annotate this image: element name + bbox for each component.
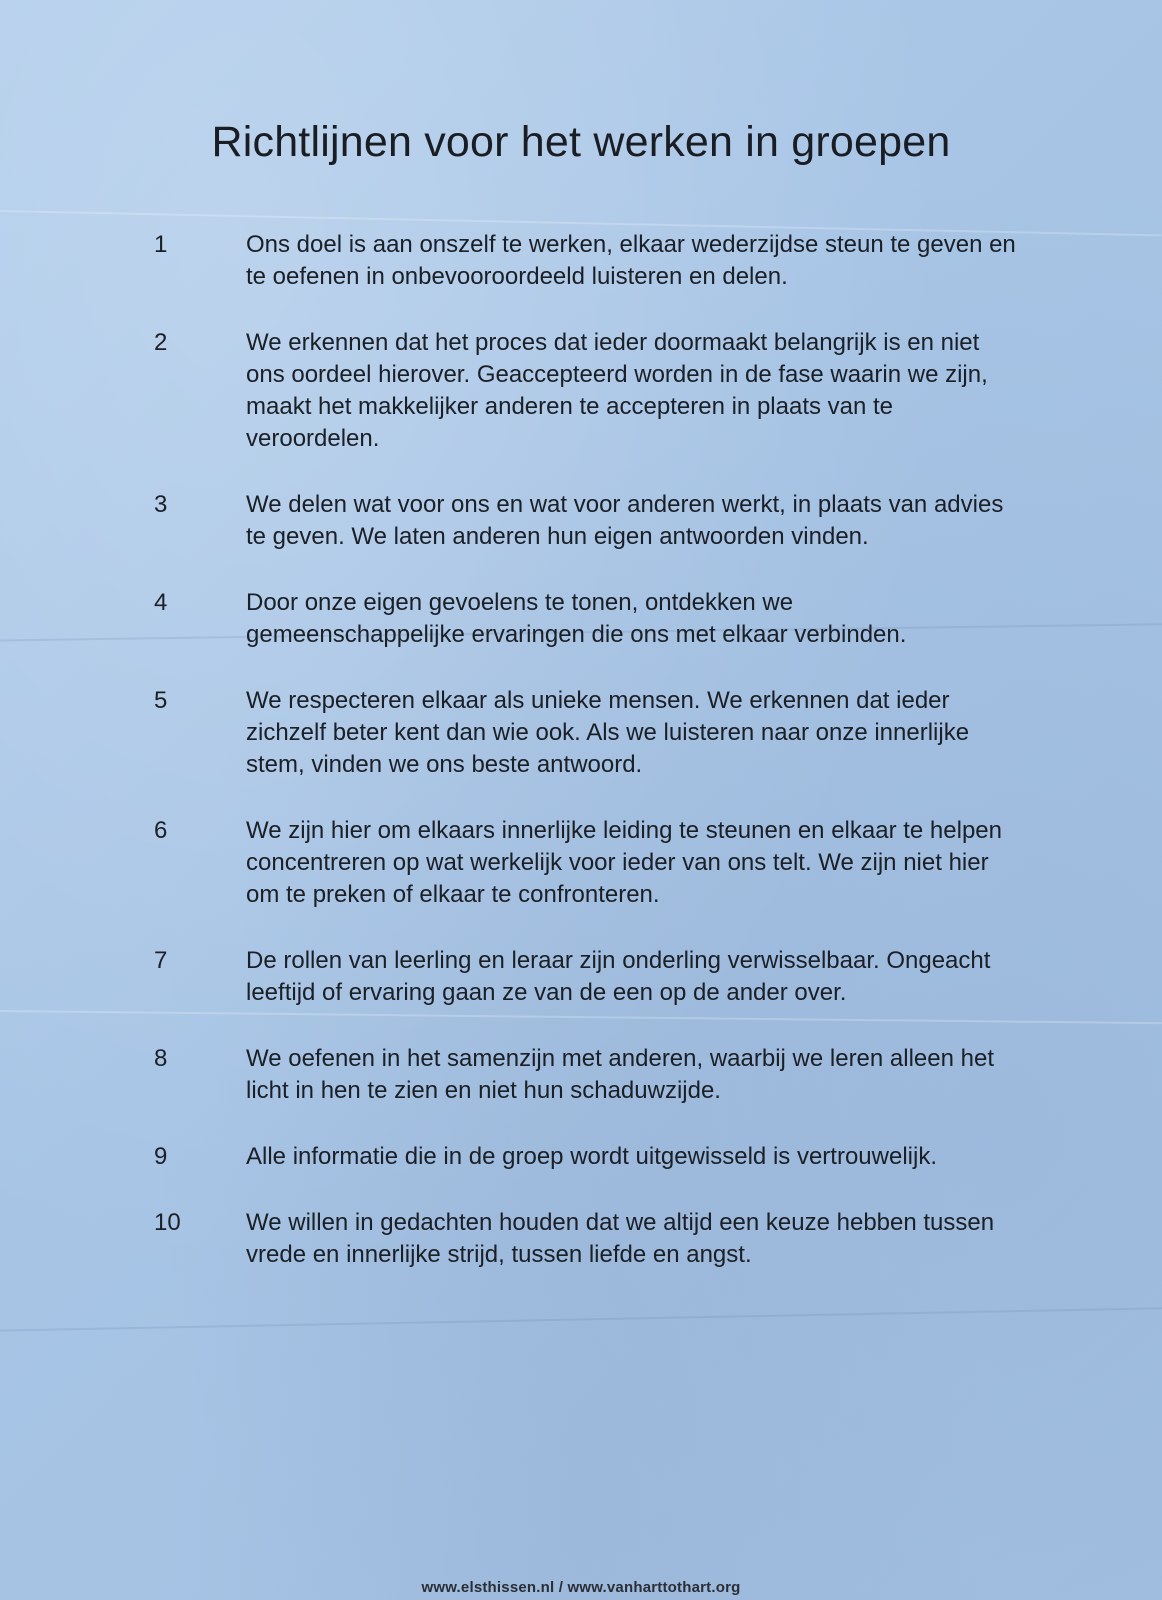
guideline-text: We willen in gedachten houden dat we altijd een keuze hebben tussen vrede en innerlijke strijd, tussen liefde en angst. (246, 1209, 995, 1268)
guideline-text: De rollen van leerling en leraar zijn onderling verwisselbaar. Ongeacht leeftijd of ervaring gaan ze van de een op de ander over. (246, 947, 991, 1006)
guideline-item (150, 587, 1030, 651)
guideline-item (150, 327, 1030, 455)
guideline-item (150, 1141, 1030, 1173)
guideline-text: We delen wat voor ons en wat voor anderen werkt, in plaats van advies te geven. We laten anderen hun eigen antwoorden vinden. (246, 491, 1004, 550)
guideline-text: We zijn hier om elkaars innerlijke leiding te steunen en elkaar te helpen concentreren op wat werkelijk voor ieder van ons telt. We zijn niet hier om te preken of elkaar te confronteren. (246, 817, 1002, 908)
guideline-item (150, 685, 1030, 781)
guideline-number: 9 (154, 1143, 168, 1170)
guideline-item (150, 229, 1030, 293)
guideline-number: 10 (154, 1209, 181, 1236)
paper-crease (0, 1307, 1162, 1332)
guideline-number: 8 (154, 1045, 168, 1072)
guideline-text: We erkennen dat het proces dat ieder doormaakt belangrijk is en niet ons oordeel hierover. Geaccepteerd worden in de fase waarin we zijn, maakt het makkelijker anderen te accepteren in plaats van te veroordelen. (246, 329, 988, 452)
guideline-number: 5 (154, 687, 168, 714)
guideline-text: We oefenen in het samenzijn met anderen, waarbij we leren alleen het licht in hen te zien en niet hun schaduwzijde. (246, 1045, 995, 1104)
guideline-text: Alle informatie die in de groep wordt uitgewisseld is vertrouwelijk. (246, 1143, 937, 1170)
guideline-number: 3 (154, 491, 168, 518)
guideline-item (150, 1207, 1030, 1271)
guideline-text: Door onze eigen gevoelens te tonen, ontdekken we gemeenschappelijke ervaringen die ons met elkaar verbinden. (246, 589, 907, 648)
guideline-list (150, 229, 1030, 1305)
guideline-item (150, 815, 1030, 911)
guideline-number: 6 (154, 817, 168, 844)
guideline-number: 2 (154, 329, 168, 356)
guideline-item (150, 945, 1030, 1009)
footer-urls: www.elsthissen.nl / www.vanharttothart.org (421, 1579, 741, 1596)
guideline-item (150, 489, 1030, 553)
guideline-number: 4 (154, 589, 168, 616)
guideline-number: 1 (154, 231, 168, 258)
guideline-text: Ons doel is aan onszelf te werken, elkaar wederzijdse steun te geven en te oefenen in onbevooroordeeld luisteren en delen. (246, 231, 1016, 290)
document-title: Richtlijnen voor het werken in groepen (211, 118, 951, 166)
guideline-text: We respecteren elkaar als unieke mensen. We erkennen dat ieder zichzelf beter kent dan wie ook. Als we luisteren naar onze innerlijke stem, vinden we ons beste antwoord. (246, 687, 970, 778)
guideline-item (150, 1043, 1030, 1107)
guideline-number: 7 (154, 947, 168, 974)
